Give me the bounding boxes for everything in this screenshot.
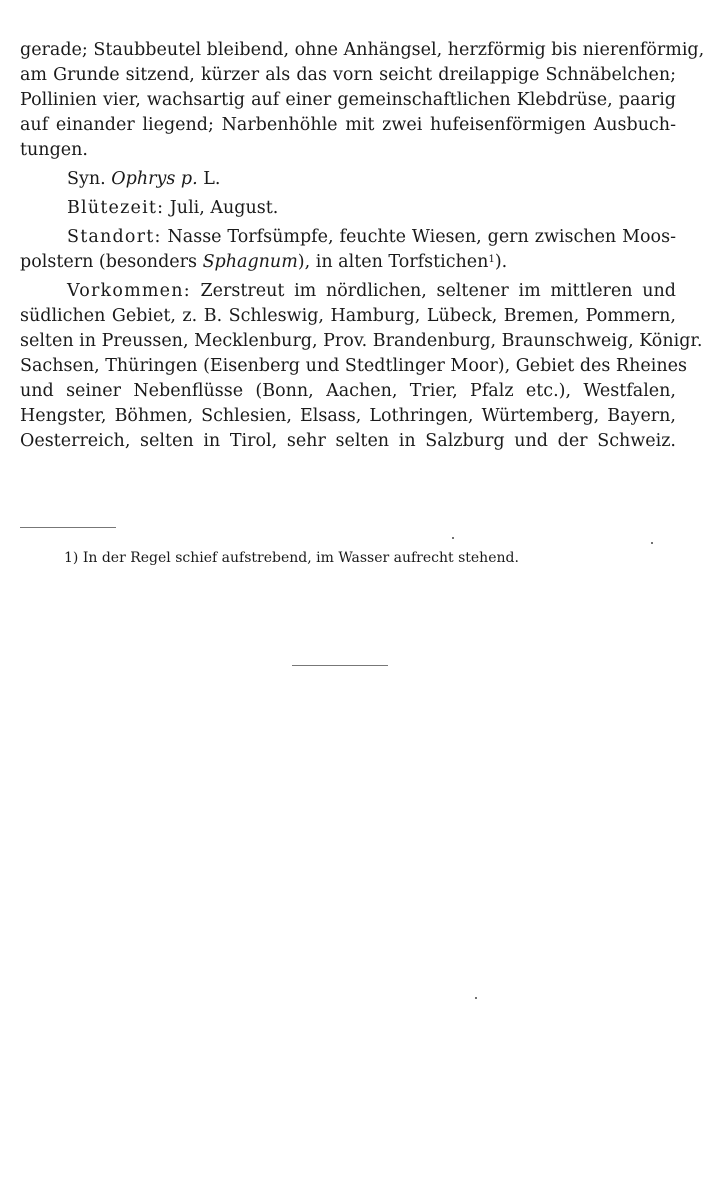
footnote-reference: 1 (488, 254, 495, 265)
text-line: Oesterreich, selten in Tirol, sehr selten in Salzburg und der Schweiz. (20, 431, 676, 451)
synonym-label: Syn. (67, 169, 106, 189)
footnote-separator (20, 527, 116, 529)
print-speck (452, 537, 454, 539)
text-line: südlichen Gebiet, z. B. Schleswig, Hamburg, Lübeck, Bremen, Pommern, (20, 306, 676, 326)
text-line: Pollinien vier, wachsartig auf einer gemeinschaftlichen Klebdrüse, paarig (20, 90, 676, 110)
synonym-line (20, 167, 676, 192)
text-line: am Grunde sitzend, kürzer als das vorn seicht dreilappige Schnäbelchen; (20, 65, 676, 85)
footnote-text: In der Regel schief aufstrebend, im Wasser aufrecht stehend. (82, 550, 519, 566)
text-line: Hengster, Böhmen, Schlesien, Elsass, Lothringen, Würtemberg, Bayern, (20, 406, 676, 426)
bluetezeit-value: Juli, August. (169, 198, 279, 218)
standort-text: ). (494, 252, 508, 272)
synonym-value: Ophrys p. (111, 169, 198, 189)
vorkommen-text: Zerstreut im nördlichen, seltener im mittleren und (200, 281, 676, 301)
text-line: Sachsen, Thüringen (Eisenberg und Stedtlinger Moor), Gebiet des Rheines (20, 356, 687, 376)
vorkommen-line-1 (20, 279, 676, 304)
footnote-marker: 1) (64, 550, 79, 566)
standort-italic-term: Sphagnum (202, 252, 298, 272)
standort-paragraph (20, 225, 676, 275)
text-line: auf einander liegend; Narbenhöhle mit zwei hufeisenförmigen Ausbuch- (20, 115, 676, 135)
section-end-rule (292, 665, 388, 667)
text-line: tungen. (20, 140, 88, 160)
standort-label: Standort: (67, 227, 162, 247)
text-line: selten in Preussen, Mecklenburg, Prov. Brandenburg, Braunschweig, Königr. (20, 331, 703, 351)
synonym-author: L. (203, 169, 221, 189)
standort-text: ), in alten Torfstichen (297, 252, 489, 272)
standort-line-1 (20, 225, 676, 250)
text-line: und seiner Nebenflüsse (Bonn, Aachen, Trier, Pfalz etc.), Westfalen, (20, 381, 676, 401)
vorkommen-label: Vorkommen: (67, 281, 191, 301)
standort-text: Nasse Torfsümpfe, feuchte Wiesen, gern zwischen Moos- (167, 227, 676, 247)
standort-text: polstern (besonders (20, 252, 197, 272)
bluetezeit-label: Blütezeit: (67, 198, 165, 218)
footnote (64, 548, 519, 568)
description-paragraph (20, 38, 705, 163)
print-speck (475, 997, 477, 999)
vorkommen-paragraph (20, 279, 703, 454)
bluetezeit-line (20, 196, 676, 221)
standort-line-2 (20, 250, 676, 275)
print-speck (651, 542, 653, 544)
page-body (20, 38, 705, 454)
text-line: gerade; Staubbeutel bleibend, ohne Anhängsel, herzförmig bis nierenförmig, (20, 40, 705, 60)
